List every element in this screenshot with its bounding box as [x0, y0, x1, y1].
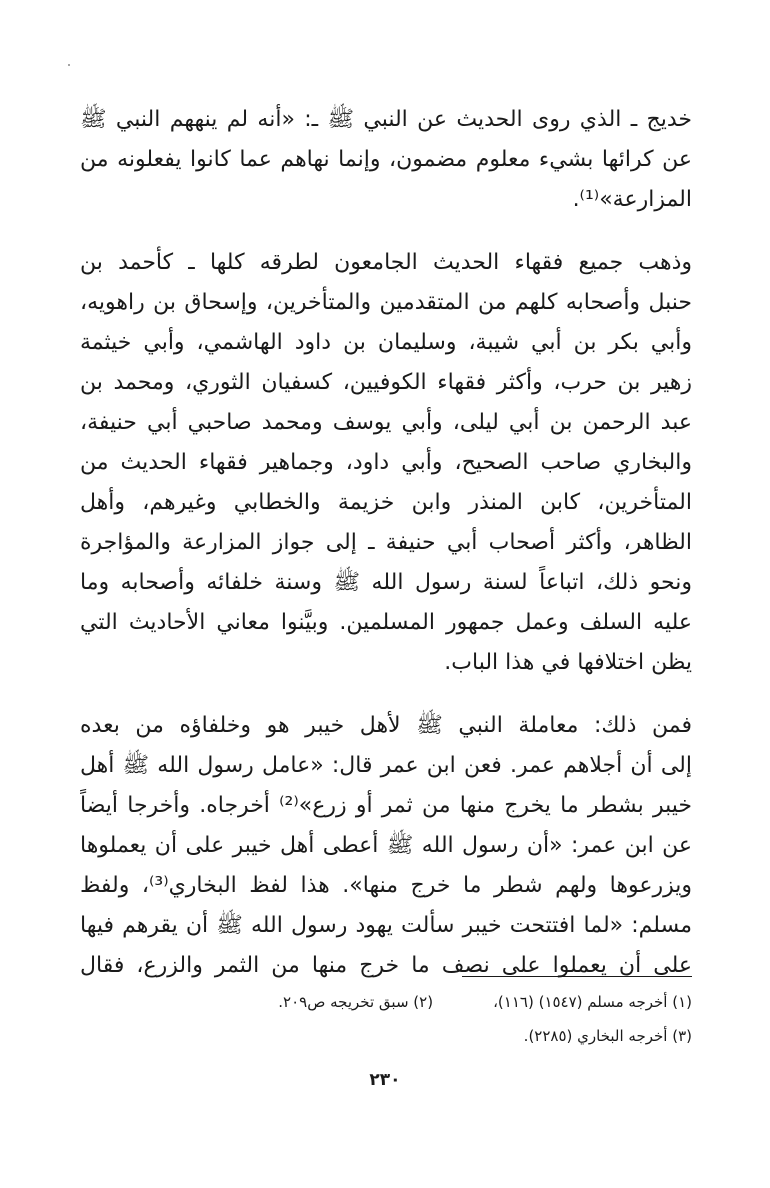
text-line: ونحو ذلك، اتباعاً لسنة رسول الله ﷺ وسنة خلفائه وأصحابه وما	[80, 570, 692, 595]
text-line: خديج ـ الذي روى الحديث عن النبي ﷺ ـ: «أنه لم ينههم النبي ﷺ	[80, 107, 692, 132]
paragraph-1	[80, 100, 692, 220]
text-line: حنبل وأصحابه كلهم من المتقدمين والمتأخرين، وإسحاق بن راهويه،	[80, 290, 692, 315]
footnote-row	[80, 1019, 692, 1053]
text-line: على أن يعملوا على نصف ما خرج منها من الثمر والزرع، فقال	[80, 953, 692, 978]
text-line: فمن ذلك: معاملة النبي ﷺ لأهل خيبر هو وخلفاؤه من بعده	[80, 713, 692, 738]
paragraph-2	[80, 243, 692, 683]
text-line: ويزرعوها ولهم شطر ما خرج منها». هذا لفظ البخاري⁽³⁾، ولفظ	[80, 873, 692, 898]
footnote-3: (٣) أخرجه البخاري (٢٢٨٥).	[523, 1027, 692, 1045]
text-line: المزارعة»⁽¹⁾.	[572, 187, 692, 212]
footnote-1: (١) أخرجه مسلم (١٥٤٧) (١١٦)،	[493, 993, 692, 1011]
page-body	[80, 100, 692, 986]
text-line: والبخاري صاحب الصحيح، وأبي داود، وجماهير فقهاء الحديث من	[80, 450, 692, 475]
text-line: عليه السلف وعمل جمهور المسلمين. وبيَّنوا معاني الأحاديث التي	[80, 610, 692, 635]
text-line: خيبر بشطر ما يخرج منها من ثمر أو زرع»⁽²⁾ أخرجاه. وأخرجا أيضاً	[80, 793, 692, 818]
text-line: المتأخرين، كابن المنذر وابن خزيمة والخطابي وغيرهم، وأهل	[80, 490, 692, 515]
text-line: يظن اختلافها في هذا الباب.	[444, 650, 692, 675]
paragraph-gap	[80, 683, 692, 706]
text-line: عن كرائها بشيء معلوم مضمون، وإنما نهاهم عما كانوا يفعلونه من	[80, 147, 692, 172]
footnote-row	[80, 985, 692, 1019]
text-line: زهير بن حرب، وأكثر فقهاء الكوفيين، كسفيان الثوري، ومحمد بن	[80, 370, 692, 395]
text-line: مسلم: «لما افتتحت خيبر سألت يهود رسول الله ﷺ أن يقرهم فيها	[80, 913, 692, 938]
text-line: وذهب جميع فقهاء الحديث الجامعون لطرقه كلها ـ كأحمد بن	[80, 250, 692, 275]
footnotes	[80, 985, 692, 1053]
paragraph-3	[80, 706, 692, 986]
page-speck	[68, 64, 70, 66]
text-line: عن ابن عمر: «أن رسول الله ﷺ أعطى أهل خيبر على أن يعملوها	[80, 833, 692, 858]
footnote-divider	[462, 976, 692, 977]
text-line: وأبي بكر بن أبي شيبة، وسليمان بن داود الهاشمي، وأبي خيثمة	[80, 330, 692, 355]
paragraph-gap	[80, 220, 692, 243]
text-line: إلى أن أجلاهم عمر. فعن ابن عمر قال: «عامل رسول الله ﷺ أهل	[80, 753, 692, 778]
text-line: عبد الرحمن بن أبي ليلى، وأبي يوسف ومحمد صاحبي أبي حنيفة،	[80, 410, 692, 435]
text-line: الظاهر، وأكثر أصحاب أبي حنيفة ـ إلى جواز المزارعة والمؤاجرة	[80, 530, 692, 555]
page-number: ٢٣٠	[369, 1070, 401, 1090]
footnote-2: (٢) سبق تخريجه ص٢٠٩.	[278, 993, 434, 1011]
